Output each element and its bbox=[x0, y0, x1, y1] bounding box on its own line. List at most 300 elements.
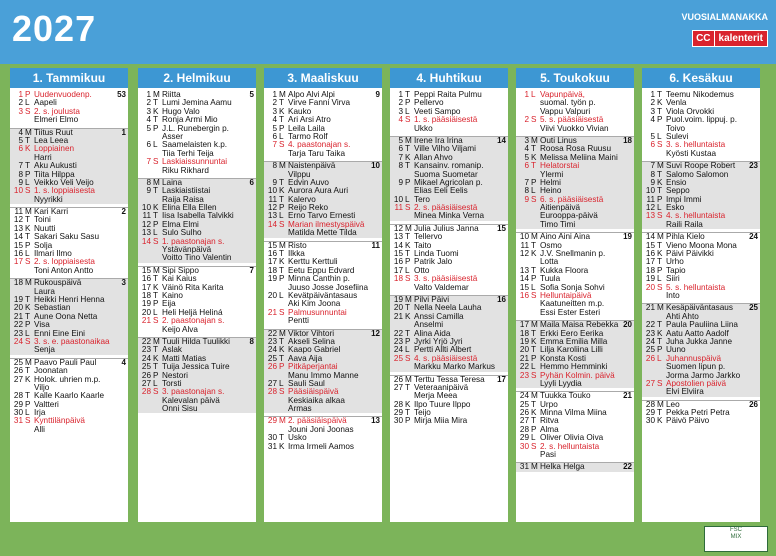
day-row bbox=[264, 275, 382, 283]
day-names: 3. s. helluntaista bbox=[666, 141, 726, 150]
day-number: 5 bbox=[524, 152, 529, 162]
weekday-letter: K bbox=[657, 98, 663, 108]
weekday-letter: L bbox=[657, 131, 662, 141]
day-number bbox=[264, 317, 279, 325]
weekday-letter: L bbox=[153, 307, 158, 317]
day-names: Tuuli Hilda Tuulikki bbox=[162, 337, 230, 346]
weekday-letter bbox=[657, 363, 666, 371]
day-number: 13 bbox=[519, 265, 529, 275]
day-names: Keijo Alva bbox=[162, 325, 198, 334]
weekday-letter: T bbox=[25, 215, 31, 225]
day-names: Mikael Agricolan p. bbox=[414, 178, 483, 187]
weekday-letter: M bbox=[405, 294, 412, 304]
week-block bbox=[264, 241, 382, 326]
day-row bbox=[264, 363, 382, 371]
weekday-letter: P bbox=[25, 320, 31, 330]
day-names: Paula Pauliina Liina bbox=[666, 321, 738, 330]
day-number: 28 bbox=[267, 387, 277, 397]
day-row bbox=[138, 397, 256, 405]
day-names: Elvi Elviira bbox=[666, 388, 704, 397]
week-block bbox=[10, 358, 128, 435]
day-row bbox=[516, 451, 634, 459]
month-column bbox=[138, 68, 256, 522]
weekday-letter: P bbox=[25, 240, 31, 250]
day-number: 3 bbox=[398, 106, 403, 116]
day-names: Erkki Eero Eerika bbox=[540, 329, 604, 338]
day-number: 23 bbox=[141, 345, 151, 355]
day-number: 10 bbox=[13, 186, 23, 196]
day-number: 24 bbox=[519, 391, 529, 401]
weekday-letter: T bbox=[279, 353, 285, 363]
weekday-letter: S bbox=[405, 353, 411, 363]
week-number: 15 bbox=[497, 223, 506, 233]
day-row bbox=[138, 326, 256, 334]
day-names: Laskiaissunnuntai bbox=[162, 158, 228, 167]
day-names: J.L. Runebergin p. bbox=[162, 124, 229, 133]
weekday-letter bbox=[531, 204, 540, 212]
day-names: Lumi Jemina Aamu bbox=[162, 99, 232, 108]
week-block bbox=[264, 416, 382, 451]
day-names: Marian ilmestyspäivä bbox=[288, 220, 365, 229]
day-number: 26 bbox=[393, 374, 403, 384]
day-number: 3 bbox=[18, 106, 23, 116]
day-number bbox=[138, 397, 153, 405]
day-number: 29 bbox=[645, 408, 655, 418]
day-names: Kerttu Kerttuli bbox=[288, 258, 338, 267]
weekday-letter: T bbox=[531, 240, 537, 250]
weekday-letter bbox=[25, 346, 34, 354]
day-row bbox=[10, 346, 128, 354]
weekday-letter: S bbox=[279, 219, 285, 229]
weekday-letter: L bbox=[405, 106, 410, 116]
weekday-letter: M bbox=[405, 135, 412, 145]
weekday-letter: T bbox=[279, 433, 285, 443]
weekday-letter: T bbox=[657, 408, 663, 418]
weekday-letter: K bbox=[279, 441, 285, 451]
day-number: 5 bbox=[650, 131, 655, 141]
weekday-letter bbox=[279, 317, 288, 325]
day-names: 2. s. loppiaisesta bbox=[34, 258, 95, 267]
day-row bbox=[264, 150, 382, 158]
day-row bbox=[10, 258, 128, 266]
day-number: 24 bbox=[141, 353, 151, 363]
day-number: 19 bbox=[267, 274, 277, 284]
day-names: Pihla Kielo bbox=[666, 233, 705, 242]
day-names: Pekka Petri Petra bbox=[666, 409, 730, 418]
day-number bbox=[10, 116, 25, 124]
day-names: Laura bbox=[34, 287, 55, 296]
day-names: Erno Tarvo Ernesti bbox=[288, 212, 356, 221]
day-row bbox=[10, 267, 128, 275]
day-number: 26 bbox=[13, 366, 23, 376]
day-names: Patrik Jalo bbox=[414, 258, 453, 267]
day-number: 27 bbox=[645, 378, 655, 388]
day-number bbox=[642, 292, 657, 300]
day-number bbox=[516, 451, 531, 459]
day-number: 14 bbox=[519, 274, 529, 284]
day-names: Ylermi bbox=[540, 170, 564, 179]
day-row bbox=[264, 405, 382, 413]
day-names: Suoma Suometar bbox=[414, 170, 478, 179]
day-row bbox=[264, 417, 382, 425]
weekday-letter: M bbox=[531, 462, 538, 472]
weekday-letter: P bbox=[153, 299, 159, 309]
day-number bbox=[264, 397, 279, 405]
day-number bbox=[10, 346, 25, 354]
day-names: Onni Sisu bbox=[162, 405, 198, 414]
week-block bbox=[516, 391, 634, 459]
weekday-letter bbox=[405, 125, 414, 133]
day-row bbox=[138, 158, 256, 166]
day-number: 9 bbox=[18, 177, 23, 187]
day-names: Enni Eine Eini bbox=[34, 329, 85, 338]
weekday-letter: P bbox=[279, 274, 285, 284]
weekday-letter bbox=[153, 167, 162, 175]
weekday-letter: P bbox=[657, 194, 663, 204]
day-names: Aune Oona Netta bbox=[34, 312, 98, 321]
week-block bbox=[642, 303, 760, 396]
day-names: Urpo bbox=[540, 400, 558, 409]
day-row bbox=[10, 196, 128, 204]
day-number: 20 bbox=[393, 303, 403, 313]
day-names: Voitto Tino Valentin bbox=[162, 254, 232, 263]
day-names: Tuija Jessica Tuire bbox=[162, 363, 230, 372]
day-number: 10 bbox=[519, 232, 529, 242]
weekday-letter: P bbox=[405, 416, 411, 426]
month-title: 6. Kesäkuu bbox=[642, 68, 760, 88]
day-names: Peppi Raita Pulmu bbox=[414, 91, 482, 99]
day-names: Juuso Josse Josefiina bbox=[288, 283, 369, 292]
day-names: Leila Laila bbox=[288, 124, 325, 133]
weekday-letter: S bbox=[25, 416, 31, 426]
weekday-letter bbox=[153, 397, 162, 405]
weekday-letter: M bbox=[531, 232, 538, 242]
day-row bbox=[642, 116, 760, 124]
day-number: 12 bbox=[519, 249, 529, 259]
weekday-letter: P bbox=[153, 219, 159, 229]
day-names: Jouni Joni Joonas bbox=[288, 425, 354, 434]
day-names: Holok. uhrien m.p. bbox=[34, 375, 101, 384]
day-number: 11 bbox=[142, 211, 151, 221]
day-names: Lilja Karoliina Lilli bbox=[540, 346, 603, 355]
day-names: Sipi Sippo bbox=[162, 266, 199, 275]
day-names: Alli bbox=[34, 425, 45, 434]
weekday-letter: T bbox=[279, 177, 285, 187]
day-names: Vappu Valpuri bbox=[540, 107, 591, 116]
day-number: 18 bbox=[141, 290, 151, 300]
day-names: 3. s. e. paastonaikaa bbox=[34, 337, 110, 346]
day-number: 2 bbox=[398, 98, 403, 108]
day-row bbox=[642, 304, 760, 312]
day-row bbox=[516, 372, 634, 380]
day-number: 17 bbox=[267, 257, 277, 267]
weekday-letter: L bbox=[25, 328, 30, 338]
day-row bbox=[390, 204, 508, 212]
day-number: 1 bbox=[146, 90, 151, 99]
day-number: 17 bbox=[645, 257, 655, 267]
day-number: 14 bbox=[645, 232, 655, 242]
day-names: Pasi bbox=[540, 451, 556, 460]
day-number: 8 bbox=[398, 161, 403, 171]
day-number: 11 bbox=[520, 240, 529, 250]
weekday-letter: T bbox=[153, 290, 159, 300]
month-title: 2. Helmikuu bbox=[138, 68, 256, 88]
day-row bbox=[138, 187, 256, 195]
day-names: J.V. Snellmanin p. bbox=[540, 250, 606, 259]
day-names: 1. s. pääsiäisestä bbox=[414, 116, 478, 125]
day-number bbox=[516, 125, 531, 133]
day-row bbox=[516, 91, 634, 99]
weekday-letter: P bbox=[657, 115, 663, 125]
weekday-letter: T bbox=[153, 274, 159, 284]
day-number: 13 bbox=[645, 211, 655, 221]
weekday-letter: K bbox=[25, 223, 31, 233]
day-names: Väinö Rita Karita bbox=[162, 283, 224, 292]
day-names: Suomen lipun p. bbox=[666, 363, 726, 372]
day-number: 11 bbox=[14, 207, 23, 217]
day-names: Armas bbox=[288, 405, 312, 414]
day-names: Sauli Saul bbox=[288, 379, 325, 388]
day-names: Puol.voim. lippuj. p. bbox=[666, 116, 737, 125]
day-number: 6 bbox=[18, 144, 23, 154]
weekday-letter: S bbox=[531, 290, 537, 300]
day-row bbox=[10, 426, 128, 434]
day-names: Siiri bbox=[666, 275, 680, 284]
weekday-letter bbox=[153, 246, 162, 254]
day-row bbox=[516, 309, 634, 317]
day-names: Sulevi bbox=[666, 132, 689, 141]
day-number: 24 bbox=[13, 336, 23, 346]
day-number: 31 bbox=[519, 462, 529, 472]
week-number: 16 bbox=[497, 294, 506, 304]
weekday-letter: M bbox=[25, 278, 32, 288]
day-row bbox=[138, 254, 256, 262]
weekday-letter: S bbox=[279, 307, 285, 317]
week-block bbox=[516, 91, 634, 133]
day-number: 23 bbox=[393, 336, 403, 346]
day-names: Suvi Roope Robert bbox=[666, 162, 736, 171]
day-names: Esko bbox=[666, 204, 685, 213]
week-number: 13 bbox=[371, 416, 380, 426]
weekday-letter: T bbox=[531, 416, 537, 426]
day-names: Heino bbox=[540, 187, 562, 196]
month-column bbox=[264, 68, 382, 522]
day-row bbox=[390, 125, 508, 133]
weekday-letter: M bbox=[657, 399, 664, 409]
day-number: 25 bbox=[267, 353, 277, 363]
day-number: 1 bbox=[398, 90, 403, 99]
week-number: 12 bbox=[371, 328, 380, 338]
day-number: 28 bbox=[519, 424, 529, 434]
day-number: 30 bbox=[267, 433, 277, 443]
weekday-letter: L bbox=[657, 353, 662, 363]
day-number: 18 bbox=[393, 274, 403, 284]
day-names: Harri bbox=[34, 153, 52, 162]
weekday-letter: S bbox=[279, 387, 285, 397]
day-row bbox=[10, 376, 128, 384]
weekday-letter: T bbox=[25, 311, 31, 321]
weekday-letter: K bbox=[657, 416, 663, 426]
day-names: Elmeri Elmo bbox=[34, 116, 79, 125]
month-title: 1. Tammikuu bbox=[10, 68, 128, 88]
day-names: Seppo bbox=[666, 187, 690, 196]
day-number: 13 bbox=[267, 211, 277, 221]
day-number: 4 bbox=[146, 115, 151, 125]
day-number: 10 bbox=[141, 203, 151, 213]
day-row bbox=[138, 141, 256, 149]
day-names: Viola Orvokki bbox=[666, 107, 715, 116]
day-number: 26 bbox=[519, 408, 529, 418]
day-number: 17 bbox=[519, 320, 529, 330]
day-names: Melissa Meliina Maini bbox=[540, 153, 618, 162]
day-number bbox=[10, 196, 25, 204]
weekday-letter bbox=[531, 309, 540, 317]
day-row bbox=[10, 116, 128, 124]
day-names: 6. s. pääsiäisestä bbox=[540, 195, 604, 204]
day-names: Jyrki Yrjö Jyri bbox=[414, 337, 463, 346]
weekday-letter: T bbox=[531, 161, 537, 171]
day-names: Tarja Taru Taika bbox=[288, 149, 346, 158]
publisher-logo bbox=[692, 30, 768, 47]
day-number: 16 bbox=[645, 249, 655, 259]
day-number: 15 bbox=[645, 240, 655, 250]
weekday-letter: S bbox=[25, 106, 31, 116]
day-names: Eija bbox=[162, 300, 176, 309]
day-number: 8 bbox=[524, 186, 529, 196]
day-number: 13 bbox=[141, 228, 151, 238]
day-names: Pitkäperjantai bbox=[288, 363, 338, 372]
day-names: Laina bbox=[162, 178, 183, 187]
weekday-letter: T bbox=[279, 194, 285, 204]
weekday-letter: T bbox=[25, 161, 31, 171]
day-number: 16 bbox=[267, 249, 277, 259]
day-names: Hugo Valo bbox=[162, 107, 200, 116]
day-number: 21 bbox=[267, 307, 277, 317]
weekday-letter: T bbox=[279, 265, 285, 275]
weekday-letter: T bbox=[657, 169, 663, 179]
day-row bbox=[264, 317, 382, 325]
day-row bbox=[642, 150, 760, 158]
day-row bbox=[264, 229, 382, 237]
day-row bbox=[516, 250, 634, 258]
day-names: Ilpo Tuure Ilppo bbox=[414, 400, 471, 409]
fsc-logo: FSC MIX bbox=[704, 526, 768, 552]
weekday-letter bbox=[531, 125, 540, 133]
day-names: Lotta bbox=[540, 258, 559, 267]
day-names: Valto Valdemar bbox=[414, 283, 469, 292]
weekday-letter: T bbox=[153, 115, 159, 125]
day-row bbox=[264, 141, 382, 149]
day-row bbox=[390, 417, 508, 425]
week-block bbox=[138, 178, 256, 263]
day-names: Jorma Jarmo Jarkko bbox=[666, 371, 741, 380]
weekday-letter bbox=[405, 212, 414, 220]
weekday-letter: T bbox=[405, 382, 411, 392]
weekday-letter: K bbox=[153, 353, 159, 363]
day-names: Senja bbox=[34, 346, 55, 355]
day-number: 6 bbox=[272, 131, 277, 141]
weekday-letter: M bbox=[279, 161, 286, 171]
day-number bbox=[642, 363, 657, 371]
day-names: Oliver Olivia Oiva bbox=[540, 434, 604, 443]
day-number bbox=[516, 380, 531, 388]
weekday-letter bbox=[531, 451, 540, 459]
weekday-letter: S bbox=[657, 140, 663, 150]
day-number: 13 bbox=[13, 223, 23, 233]
day-row bbox=[10, 279, 128, 287]
day-names: Kevätpäiväntasaus bbox=[288, 291, 358, 300]
day-names: Toivo bbox=[666, 124, 686, 133]
week-number: 25 bbox=[749, 303, 758, 313]
day-number: 27 bbox=[267, 378, 277, 388]
weekday-letter: T bbox=[405, 90, 411, 99]
day-names: Heli Heljä Heliná bbox=[162, 308, 223, 317]
weekday-letter bbox=[405, 284, 414, 292]
day-number: 24 bbox=[645, 336, 655, 346]
day-names: Aslak bbox=[162, 346, 183, 355]
day-number: 19 bbox=[519, 336, 529, 346]
weekday-letter: K bbox=[279, 106, 285, 116]
week-block bbox=[10, 278, 128, 355]
day-number bbox=[516, 309, 531, 317]
day-names: Kalervo bbox=[288, 195, 316, 204]
day-names: Vieno Moona Mona bbox=[666, 241, 737, 250]
weekday-letter: M bbox=[25, 357, 32, 367]
day-row bbox=[264, 309, 382, 317]
day-names: Kaapo Gabriel bbox=[288, 346, 341, 355]
day-names: Iisa Isabella Talvikki bbox=[162, 212, 234, 221]
weekday-letter bbox=[25, 267, 34, 275]
day-names: Pentti bbox=[288, 317, 309, 326]
weekday-letter: T bbox=[153, 211, 159, 221]
weekday-letter: T bbox=[657, 186, 663, 196]
day-row bbox=[642, 141, 760, 149]
day-row bbox=[516, 212, 634, 220]
weekday-letter bbox=[279, 405, 288, 413]
week-number: 17 bbox=[497, 374, 506, 384]
weekday-letter: K bbox=[405, 311, 411, 321]
day-number: 6 bbox=[146, 140, 151, 150]
week-number: 5 bbox=[249, 90, 254, 99]
day-row bbox=[516, 221, 634, 229]
day-names: Elma Elmi bbox=[162, 220, 199, 229]
day-number: 8 bbox=[146, 177, 151, 187]
day-number: 19 bbox=[13, 294, 23, 304]
day-names: Linda Tuomi bbox=[414, 250, 459, 259]
day-number: 4 bbox=[398, 115, 403, 125]
weekday-letter: P bbox=[405, 98, 411, 108]
weekday-letter: S bbox=[405, 203, 411, 213]
day-names: Aino Aini Aina bbox=[540, 233, 591, 242]
day-number: 3 bbox=[524, 135, 529, 145]
day-names: Roosa Rosa Ruusu bbox=[540, 145, 611, 154]
day-number: 25 bbox=[519, 399, 529, 409]
weekday-letter: T bbox=[153, 186, 159, 196]
day-number: 26 bbox=[267, 362, 277, 372]
day-row bbox=[264, 292, 382, 300]
day-names: Keskiaika alkaa bbox=[288, 396, 345, 405]
weekday-letter: M bbox=[531, 391, 538, 401]
day-names: Viljo bbox=[34, 383, 50, 392]
day-number: 14 bbox=[267, 219, 277, 229]
day-names: Toini bbox=[34, 216, 51, 225]
weekday-letter bbox=[531, 212, 540, 220]
day-names: Ville Vilho Viljami bbox=[414, 145, 476, 154]
weekday-letter: L bbox=[405, 194, 410, 204]
week-number: 10 bbox=[371, 161, 380, 171]
day-names: 4. paastonajan s. bbox=[288, 141, 351, 150]
weekday-letter: K bbox=[405, 240, 411, 250]
